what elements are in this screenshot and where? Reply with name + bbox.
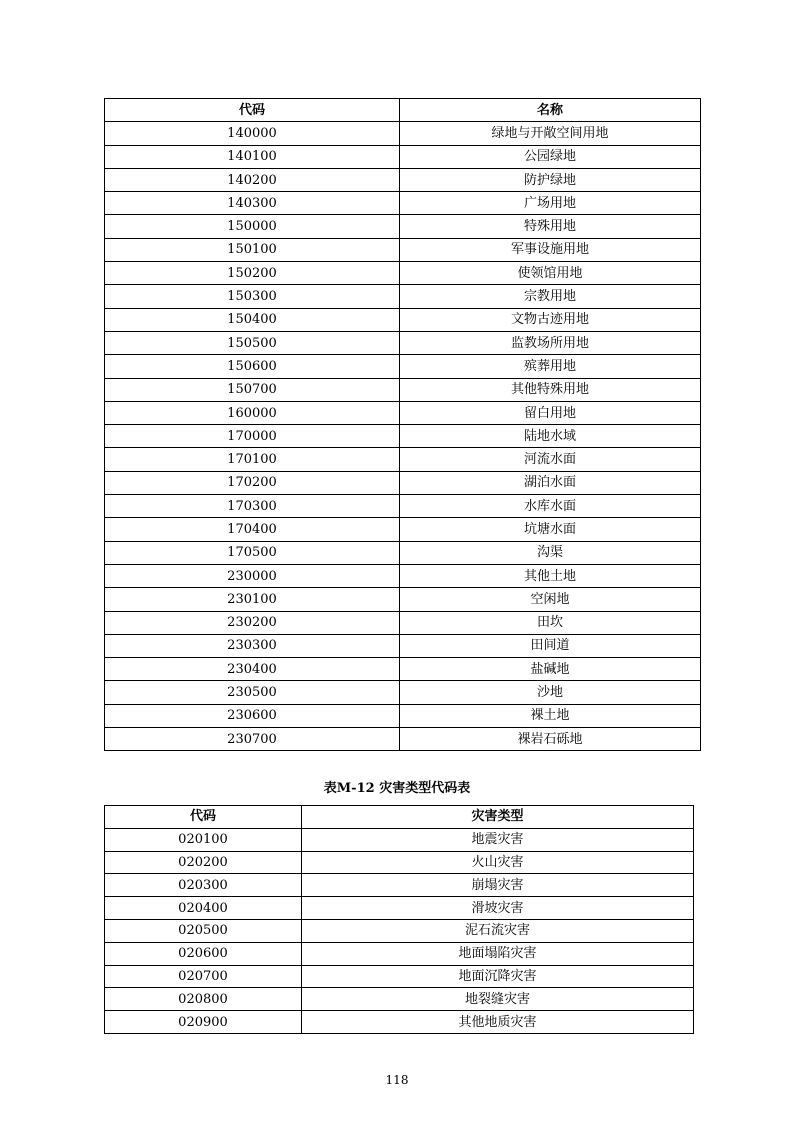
name-cell: 沙地 <box>400 681 701 704</box>
code-cell: 150700 <box>105 378 400 401</box>
table-row <box>105 874 694 897</box>
name-cell: 田间道 <box>400 634 701 657</box>
table-row <box>105 401 701 424</box>
table-row <box>105 425 701 448</box>
code-cell: 020800 <box>105 988 302 1011</box>
name-cell: 盐碱地 <box>400 658 701 681</box>
code-cell: 020600 <box>105 942 302 965</box>
table-row <box>105 541 701 564</box>
code-cell: 020100 <box>105 828 302 851</box>
name-cell: 沟渠 <box>400 541 701 564</box>
name-cell: 地面沉降灾害 <box>302 965 694 988</box>
table-row <box>105 658 701 681</box>
header-code: 代码 <box>105 806 302 829</box>
code-cell: 170400 <box>105 518 400 541</box>
name-cell: 其他土地 <box>400 564 701 587</box>
name-cell: 地面塌陷灾害 <box>302 942 694 965</box>
table-row <box>105 965 694 988</box>
table-row <box>105 564 701 587</box>
name-cell: 监教场所用地 <box>400 331 701 354</box>
code-cell: 150300 <box>105 285 400 308</box>
table-caption: 表M-12 灾害类型代码表 <box>323 781 471 796</box>
code-cell: 150000 <box>105 215 400 238</box>
name-cell: 泥石流灾害 <box>302 919 694 942</box>
name-cell: 广场用地 <box>400 192 701 215</box>
table-row <box>105 728 701 751</box>
table-header-row <box>105 99 701 122</box>
table-header-row <box>105 806 694 829</box>
land-use-code-table <box>104 98 701 751</box>
name-cell: 坑塘水面 <box>400 518 701 541</box>
table-row <box>105 897 694 920</box>
code-cell: 140200 <box>105 168 400 191</box>
name-cell: 军事设施用地 <box>400 238 701 261</box>
name-cell: 防护绿地 <box>400 168 701 191</box>
table-body <box>105 122 701 751</box>
table-row <box>105 518 701 541</box>
code-cell: 170200 <box>105 471 400 494</box>
code-cell: 020200 <box>105 851 302 874</box>
code-cell: 150100 <box>105 238 400 261</box>
name-cell: 空闲地 <box>400 588 701 611</box>
code-cell: 150200 <box>105 262 400 285</box>
code-cell: 230400 <box>105 658 400 681</box>
table-row <box>105 704 701 727</box>
code-cell: 150600 <box>105 355 400 378</box>
table-row <box>105 988 694 1011</box>
name-cell: 湖泊水面 <box>400 471 701 494</box>
table-row <box>105 681 701 704</box>
table-row <box>105 168 701 191</box>
name-cell: 其他特殊用地 <box>400 378 701 401</box>
table-row <box>105 238 701 261</box>
code-cell: 170500 <box>105 541 400 564</box>
name-cell: 地裂缝灾害 <box>302 988 694 1011</box>
table-row <box>105 215 701 238</box>
table-row <box>105 942 694 965</box>
table-row <box>105 919 694 942</box>
name-cell: 田坎 <box>400 611 701 634</box>
table-row <box>105 192 701 215</box>
code-cell: 170300 <box>105 495 400 518</box>
table-row <box>105 634 701 657</box>
code-cell: 020400 <box>105 897 302 920</box>
table-row <box>105 611 701 634</box>
page-number: 118 <box>385 1073 409 1087</box>
code-cell: 020700 <box>105 965 302 988</box>
header-name: 名称 <box>400 99 701 122</box>
table-row <box>105 122 701 145</box>
name-cell: 地震灾害 <box>302 828 694 851</box>
code-cell: 020900 <box>105 1011 302 1034</box>
name-cell: 裸土地 <box>400 704 701 727</box>
table-row <box>105 285 701 308</box>
table-row <box>105 331 701 354</box>
table-row <box>105 471 701 494</box>
name-cell: 河流水面 <box>400 448 701 471</box>
name-cell: 崩塌灾害 <box>302 874 694 897</box>
code-cell: 230200 <box>105 611 400 634</box>
name-cell: 水库水面 <box>400 495 701 518</box>
code-cell: 230300 <box>105 634 400 657</box>
name-cell: 殡葬用地 <box>400 355 701 378</box>
name-cell: 滑坡灾害 <box>302 897 694 920</box>
table-row <box>105 145 701 168</box>
table-row <box>105 262 701 285</box>
table-row <box>105 448 701 471</box>
code-cell: 150500 <box>105 331 400 354</box>
code-cell: 140100 <box>105 145 400 168</box>
code-cell: 020500 <box>105 919 302 942</box>
code-cell: 170000 <box>105 425 400 448</box>
name-cell: 使领馆用地 <box>400 262 701 285</box>
table-row <box>105 495 701 518</box>
disaster-type-code-table <box>104 805 694 1034</box>
code-cell: 230700 <box>105 728 400 751</box>
name-cell: 绿地与开敞空间用地 <box>400 122 701 145</box>
name-cell: 裸岩石砾地 <box>400 728 701 751</box>
code-cell: 230000 <box>105 564 400 587</box>
code-cell: 140300 <box>105 192 400 215</box>
name-cell: 宗教用地 <box>400 285 701 308</box>
code-cell: 150400 <box>105 308 400 331</box>
name-cell: 火山灾害 <box>302 851 694 874</box>
name-cell: 公园绿地 <box>400 145 701 168</box>
name-cell: 特殊用地 <box>400 215 701 238</box>
table-row <box>105 851 694 874</box>
table-row <box>105 1011 694 1034</box>
code-cell: 230100 <box>105 588 400 611</box>
code-cell: 020300 <box>105 874 302 897</box>
table-body <box>105 828 694 1033</box>
header-code: 代码 <box>105 99 400 122</box>
table-row <box>105 378 701 401</box>
code-cell: 230600 <box>105 704 400 727</box>
name-cell: 其他地质灾害 <box>302 1011 694 1034</box>
code-cell: 170100 <box>105 448 400 471</box>
code-cell: 230500 <box>105 681 400 704</box>
name-cell: 留白用地 <box>400 401 701 424</box>
name-cell: 文物古迹用地 <box>400 308 701 331</box>
table-row <box>105 588 701 611</box>
code-cell: 140000 <box>105 122 400 145</box>
code-cell: 160000 <box>105 401 400 424</box>
table-row <box>105 308 701 331</box>
table-row <box>105 355 701 378</box>
name-cell: 陆地水域 <box>400 425 701 448</box>
table-row <box>105 828 694 851</box>
header-disaster-type: 灾害类型 <box>302 806 694 829</box>
